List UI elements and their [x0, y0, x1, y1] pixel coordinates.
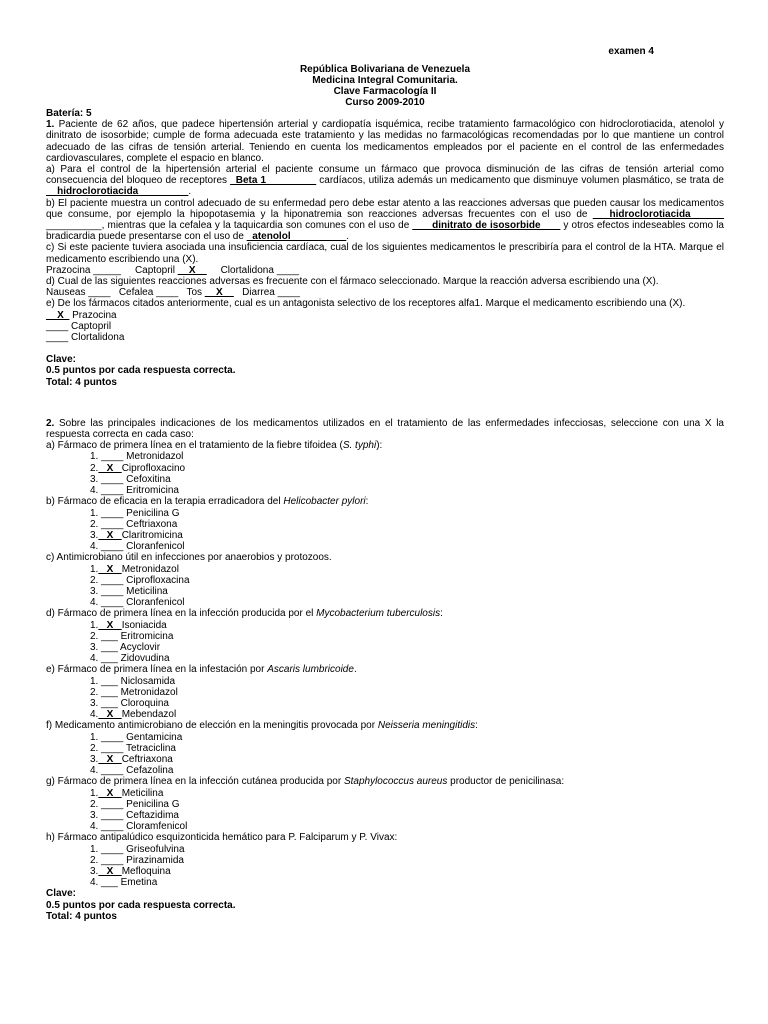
- q2-option: [46, 799, 724, 810]
- q1b-text-mid-2: y otros efectos indeseables como la bradicardia puede presentarse con el uso de: [46, 220, 724, 243]
- q2-option: [46, 586, 724, 597]
- header-line-3: Clave Farmacología II: [333, 86, 437, 97]
- q2-option-number: 3.: [90, 529, 99, 541]
- q1b-answer-1: ___hidroclorotiacida______: [592, 208, 724, 220]
- clave-2-points: 0.5 puntos por cada respuesta correcta.: [46, 899, 236, 911]
- q2-option-number: 3.: [90, 753, 99, 765]
- q2-option: [46, 519, 724, 530]
- q1b-answer-2: ___ dinitrato de isosorbide ___: [412, 220, 561, 232]
- q2-option-number: 1.: [90, 731, 99, 743]
- q2-option: [46, 732, 724, 743]
- q2-option-mark: ___: [98, 630, 121, 642]
- q2-option: [46, 687, 724, 698]
- q2-option: [46, 642, 724, 653]
- q2-option: [46, 698, 724, 709]
- q2-option-number: 2.: [90, 854, 99, 866]
- q2-option-label: Metronidazol: [121, 563, 179, 575]
- q2-option-mark: ____: [98, 507, 127, 519]
- q2-option: [46, 485, 724, 496]
- q2-option-number: 1.: [90, 787, 99, 799]
- q2-option-label: Cloranfenicol: [126, 541, 185, 553]
- q2-option-label: Niclosamida: [120, 675, 176, 687]
- q2-option-mark: ___: [98, 686, 121, 698]
- q2-part-b-organism: Helicobacter pylori: [283, 496, 366, 508]
- q2-option-mark: ___: [98, 675, 121, 687]
- header-line-2: Medicina Integral Comunitaria.: [312, 75, 458, 86]
- q2-option: [46, 810, 724, 821]
- q2-option-mark: _X_: [98, 462, 122, 474]
- clave-1-total: Total: 4 puntos: [46, 376, 117, 388]
- q2-option-mark: _X_: [98, 787, 122, 799]
- q2-option-number: 2.: [90, 574, 99, 586]
- q1c-options-pre: Prazocina _____ Captopril: [46, 264, 178, 276]
- q2-option: [46, 541, 724, 552]
- q2-part-d-text: d) Fármaco de primera línea en la infección producida por el: [46, 608, 317, 620]
- q2-part-e: [46, 664, 724, 675]
- q2-option-mark: ____: [98, 585, 127, 597]
- q2-part-d-text-end: :: [440, 608, 443, 620]
- q2-option-label: Cefoxitina: [126, 473, 171, 485]
- q1d-options-post: Diarrea ____: [233, 287, 300, 299]
- document-header: [46, 64, 724, 108]
- document-page: [46, 46, 724, 922]
- q2-option: [46, 877, 724, 888]
- q2-option-mark: ___: [98, 641, 121, 653]
- question-2-parts: [46, 440, 724, 888]
- question-1-stem: [46, 119, 724, 164]
- q2-option-number: 2.: [90, 798, 99, 810]
- q1d-options-pre: Nauseas ____ Cefalea ____ Tos: [46, 287, 205, 299]
- q2-part-g: [46, 776, 724, 787]
- q2-option-mark: ___: [98, 697, 121, 709]
- q2-option-label: Cloranfenicol: [126, 597, 185, 609]
- q2-option-label: Ceftriaxona: [121, 753, 173, 765]
- clave-2-total: Total: 4 puntos: [46, 910, 117, 922]
- q2-option-number: 3.: [90, 866, 99, 877]
- q1d-answer: __X__: [204, 287, 234, 299]
- q2-option: [46, 754, 724, 765]
- q2-part-h-text: h) Fármaco antipalúdico esquizonticida hemático para P. Falciparum y P. Vivax:: [46, 832, 398, 844]
- q2-option: [46, 855, 724, 866]
- q2-option-label: Meticilina: [126, 585, 168, 597]
- q2-part-f: [46, 720, 724, 731]
- q1b-text-end: .: [346, 231, 349, 243]
- q2-part-h: [46, 832, 724, 843]
- clave-1-label: Clave:: [46, 354, 77, 366]
- q2-option-mark: ____: [98, 485, 127, 497]
- q2-part-g-organism: Staphylococcus aureus: [343, 776, 448, 788]
- q2-option: [46, 765, 724, 776]
- q1a-text-end: .: [188, 186, 192, 198]
- q2-option-number: 4.: [90, 485, 99, 497]
- q2-option-label: Ceftazidima: [126, 809, 179, 821]
- bateria-label: Batería: 5: [46, 108, 92, 119]
- q2-option: [46, 743, 724, 754]
- q2-option-mark: ____: [98, 843, 127, 855]
- q2-option: [46, 474, 724, 485]
- q2-option-mark: ___: [98, 877, 121, 889]
- q2-option-label: Claritromicina: [121, 529, 183, 541]
- q2-option-label: Eritromicina: [126, 485, 179, 497]
- q1c-options-post: Clortalidona ____: [206, 264, 299, 276]
- q2-option: [46, 709, 724, 720]
- q2-option-label: Penicilina G: [126, 507, 180, 519]
- q2-part-b-text: b) Fármaco de eficacia en la terapia erradicadora del: [46, 496, 284, 508]
- q2-part-e-text-end: .: [353, 664, 357, 676]
- question-2-text: Sobre las principales indicaciones de los medicamentos utilizados en el tratamiento de las enfermedades infecciosas, seleccione con una X la respuesta correcta en cada caso:: [46, 417, 724, 441]
- question-1a: [46, 164, 724, 198]
- q2-option-number: 3.: [90, 473, 99, 485]
- q2-option: [46, 530, 724, 541]
- q2-option-mark: ____: [98, 731, 127, 743]
- q2-option-label: Cloramfenicol: [126, 821, 188, 833]
- clave-2-label: Clave:: [46, 888, 77, 900]
- q2-option-mark: _X_: [98, 563, 122, 575]
- q1b-text-pre: b) El paciente muestra un control adecuado de su enfermedad pero debe estar atento a las reacciones adversas que pueden causar los medicamentos que consume, por ejemplo la hipopotasemia y la hiponatremia son reacciones adversas frecuentes con el uso de: [46, 197, 724, 220]
- q2-option-mark: _X_: [98, 529, 122, 541]
- q2-option-label: Acyclovir: [120, 641, 161, 653]
- q2-option-label: Emetina: [120, 877, 158, 889]
- q2-option-mark: ____: [98, 742, 126, 754]
- q2-option-mark: ____: [98, 765, 127, 777]
- q1a-text-pre: a) Para el control de la hipertensión arterial el paciente consume un fármaco que provoca disminución de las cifras de tensión arterial como consecuencia del bloqueo de receptores: [46, 164, 724, 187]
- q2-part-b: [46, 496, 724, 507]
- q2-option-label: Penicilina G: [126, 798, 180, 810]
- question-1-number: 1.: [46, 119, 55, 131]
- q2-option: [46, 564, 724, 575]
- q2-option-label: Metronidazol: [126, 451, 184, 463]
- q2-option-mark: ____: [98, 821, 127, 833]
- q2-option-mark: ____: [98, 574, 127, 586]
- q2-option-label: Zidovudina: [120, 653, 170, 665]
- q2-option-label: Mefloquina: [121, 866, 171, 877]
- q1b-blank: __________: [46, 220, 102, 232]
- q1e-option-1-label: Prazocina: [69, 309, 117, 321]
- q2-option: [46, 463, 724, 474]
- q2-option-number: 2.: [90, 462, 99, 474]
- q2-part-c-text: c) Antimicrobiano útil en infecciones por anaerobios y protozoos.: [46, 552, 332, 564]
- q2-option-mark: _X_: [98, 619, 122, 631]
- clave-1-points: 0.5 puntos por cada respuesta correcta.: [46, 365, 236, 377]
- q2-part-g-text-end: productor de penicilinasa:: [447, 776, 565, 788]
- q1e-option-3: ____ Clortalidona: [46, 332, 125, 344]
- q2-option: [46, 451, 724, 462]
- q1e-answer: __X_: [46, 309, 70, 321]
- q1c-answer: __X__: [177, 264, 207, 276]
- q2-option-mark: ____: [98, 473, 127, 485]
- q1b-answer-3: _atenolol__________: [246, 231, 347, 243]
- q2-part-f-organism: Neisseria meningitidis: [377, 720, 476, 732]
- q2-option-number: 3.: [90, 641, 99, 653]
- q2-option-number: 3.: [90, 585, 99, 597]
- q2-option-label: Isoniacida: [121, 619, 167, 631]
- q2-option-label: Ciprofloxacino: [121, 462, 186, 474]
- q1e-option-2: ____ Captopril: [46, 320, 112, 332]
- q2-part-e-organism: Ascaris lumbricoide: [267, 664, 354, 676]
- q2-option-number: 1.: [90, 619, 99, 631]
- q2-option: [46, 653, 724, 664]
- q2-option: [46, 508, 724, 519]
- q2-option-mark: ____: [98, 597, 127, 609]
- q1b-text-mid-1: , mientras que la cefalea y la taquicardia son comunes con el uso de: [101, 220, 413, 232]
- q2-option-mark: ____: [98, 854, 127, 866]
- q2-option-label: Metronidazol: [120, 686, 178, 698]
- header-line-4: Curso 2009-2010: [345, 97, 425, 108]
- q2-part-g-text: g) Fármaco de primera línea en la infección cutánea producida por: [46, 776, 344, 788]
- q2-option-number: 2.: [90, 630, 99, 642]
- q2-option-label: Cefazolina: [126, 765, 174, 777]
- q2-option: [46, 575, 724, 586]
- q2-part-a: [46, 440, 724, 451]
- q2-option: [46, 844, 724, 855]
- q2-option-number: 1.: [90, 507, 99, 519]
- q2-option-number: 4.: [90, 541, 99, 553]
- q2-option-mark: ____: [98, 798, 127, 810]
- q2-option: [46, 620, 724, 631]
- q2-option-number: 4.: [90, 709, 99, 721]
- q2-option-number: 4.: [90, 653, 99, 665]
- q2-option: [46, 676, 724, 687]
- question-2-stem: [46, 418, 724, 440]
- q2-option-label: Mebendazol: [121, 709, 177, 721]
- q2-option-label: Ceftriaxona: [126, 518, 178, 530]
- q2-option-number: 3.: [90, 809, 99, 821]
- q2-part-d-organism: Mycobacterium tuberculosis: [316, 608, 441, 620]
- question-1b: [46, 198, 724, 243]
- q2-option-number: 2.: [90, 742, 99, 754]
- q2-option-number: 4.: [90, 597, 99, 609]
- q2-option: [46, 788, 724, 799]
- q1a-text-mid: cardíacos, utiliza además un medicamento que disminuye volumen plasmático, se trata de: [316, 175, 724, 187]
- q2-option-mark: _X_: [98, 753, 122, 765]
- q2-part-c: [46, 552, 724, 563]
- q1e-option-1: [46, 310, 724, 321]
- q2-part-f-text: f) Medicamento antimicrobiano de elección en la meningitis provocada por: [46, 720, 378, 732]
- q2-option-number: 3.: [90, 697, 99, 709]
- q2-option-number: 1.: [90, 451, 99, 463]
- q2-option-label: Cloroquina: [120, 697, 169, 709]
- q2-part-e-text: e) Fármaco de primera línea en la infestación por: [46, 664, 268, 676]
- q2-option-label: Ciprofloxacina: [126, 574, 190, 586]
- q2-option-number: 4.: [90, 765, 99, 777]
- q2-option-label: Pirazinamida: [126, 854, 184, 866]
- q2-option-label: Eritromicina: [120, 630, 174, 642]
- q2-option-number: 4.: [90, 877, 99, 889]
- q2-option-number: 1.: [90, 675, 99, 687]
- q2-option-mark: _X_: [98, 709, 122, 721]
- q2-option-number: 1.: [90, 843, 99, 855]
- q2-option-mark: ____: [98, 518, 127, 530]
- q2-option-mark: ____: [98, 541, 127, 553]
- question-1c: c) Si este paciente tuviera asociada una insuficiencia cardíaca, cual de los siguientes medicamentos le prescribiría para el control de la HTA. Marque el medicamento escribiendo una (X).: [46, 242, 724, 265]
- q2-option: [46, 631, 724, 642]
- q2-part-a-text-end: ):: [376, 440, 383, 452]
- q2-option-label: Tetraciclina: [125, 742, 176, 754]
- q2-part-b-text-end: :: [365, 496, 369, 508]
- q2-part-a-organism: S. typhi: [342, 440, 377, 452]
- q2-option-label: Gentamicina: [126, 731, 183, 743]
- question-1e: e) De los fármacos citados anteriormente, cual es un antagonista selectivo de los receptores alfa1. Marque el medicamento escribiendo una (X).: [46, 298, 686, 310]
- q2-part-a-text: a) Fármaco de primera línea en el tratamiento de la fiebre tifoidea (: [46, 440, 343, 452]
- q2-part-f-text-end: :: [475, 720, 478, 732]
- q1a-answer-1: _Beta 1_________: [230, 175, 317, 187]
- question-2-number: 2.: [46, 417, 55, 429]
- q2-option-mark: _X_: [98, 866, 122, 877]
- q2-option-mark: ____: [98, 809, 127, 821]
- question-1d-options: [46, 287, 724, 298]
- q2-option-label: Meticilina: [121, 787, 164, 799]
- q2-option: [46, 866, 724, 877]
- q2-option-mark: ___: [98, 653, 121, 665]
- question-1d: d) Cual de las siguientes reacciones adversas es frecuente con el fármaco seleccionado. Marque la reacción adversa escribiendo una (X).: [46, 276, 659, 288]
- header-line-1: República Bolivariana de Venezuela: [299, 64, 471, 75]
- q2-option-number: 1.: [90, 563, 99, 575]
- question-1c-options: [46, 265, 724, 276]
- q2-part-d: [46, 608, 724, 619]
- question-1-text: Paciente de 62 años, que padece hipertensión arterial y cardiopatía isquémica, recibe tratamiento farmacológico con hidroclorotiacida, atenolol y dinitrato de isosorbide; cumple de forma adecuada este tratamiento y las medidas no farmacológicas recomendadas por lo que mantiene un control adecuado de las cifras de tensión arterial. Teniendo en cuenta los medicamentos empleados por el paciente en el control de las enfermedades cardiovasculares, complete el espacio en blanco.: [46, 119, 724, 164]
- q2-option: [46, 597, 724, 608]
- q2-option: [46, 821, 724, 832]
- q2-option-mark: ____: [98, 451, 127, 463]
- q2-option-number: 2.: [90, 518, 99, 530]
- q1a-answer-2: __hidroclorotiacida_________: [46, 186, 189, 198]
- exam-label: examen 4: [608, 46, 654, 57]
- q2-option-number: 2.: [90, 686, 99, 698]
- q2-option-label: Griseofulvina: [126, 843, 185, 855]
- q2-option-number: 4.: [90, 821, 99, 833]
